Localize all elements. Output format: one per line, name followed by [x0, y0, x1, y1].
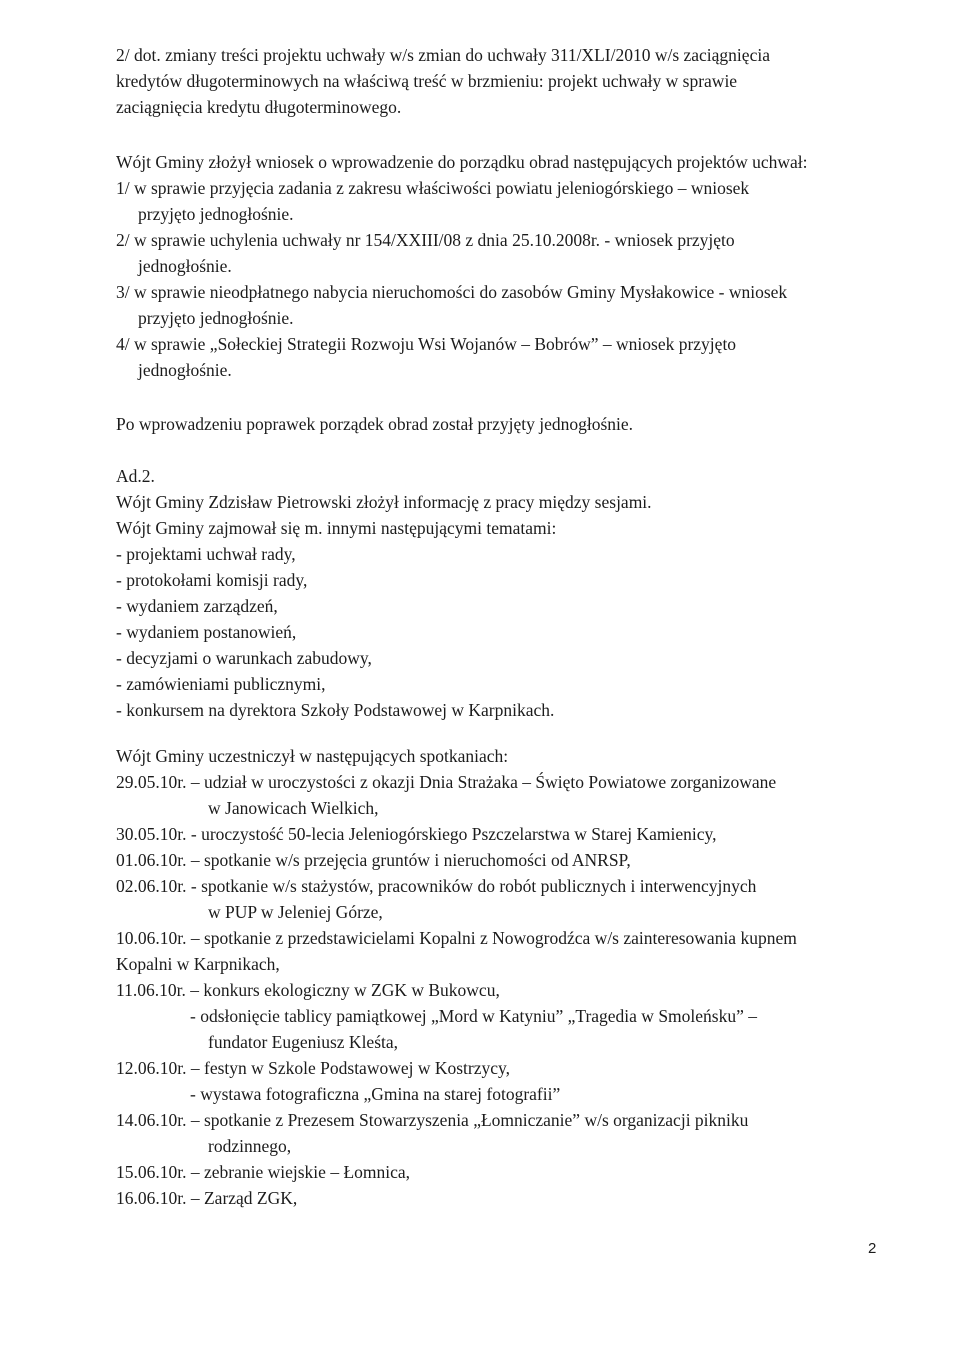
- meeting-line-continuation: fundator Eugeniusz Kleśta,: [208, 1032, 399, 1052]
- ad2-line-1: Wójt Gminy Zdzisław Pietrowski złożył informację z pracy między sesjami.: [116, 492, 652, 512]
- ad2-topic: - wydaniem postanowień,: [116, 622, 297, 642]
- meeting-line: 10.06.10r. – spotkanie z przedstawicielami Kopalni z Nowogrodźca w/s zainteresowania kupnem: [116, 928, 797, 948]
- meeting-line: 11.06.10r. – konkurs ekologiczny w ZGK w Bukowcu,: [116, 980, 500, 1000]
- ad2-topic: - konkursem na dyrektora Szkoły Podstawowej w Karpnikach.: [116, 700, 555, 720]
- meeting-line-continuation: w Janowicach Wielkich,: [208, 798, 379, 818]
- meeting-line-continuation: w PUP w Jeleniej Górze,: [208, 902, 383, 922]
- meeting-line: 14.06.10r. – spotkanie z Prezesem Stowarzyszenia „Łomniczanie” w/s organizacji pikniku: [116, 1110, 749, 1130]
- meeting-line: 15.06.10r. – zebranie wiejskie – Łomnica,: [116, 1162, 411, 1182]
- meeting-line: 12.06.10r. – festyn w Szkole Podstawowej w Kostrzycy,: [116, 1058, 511, 1078]
- meeting-line-continuation: - odsłonięcie tablicy pamiątkowej „Mord w Katyniu” „Tragedia w Smoleńsku” –: [190, 1006, 757, 1026]
- ad2-heading: Ad.2.: [116, 466, 155, 486]
- meeting-line: 30.05.10r. - uroczystość 50-lecia Jeleniogórskiego Pszczelarstwa w Starej Kamienicy,: [116, 824, 717, 844]
- ad2-topic: - decyzjami o warunkach zabudowy,: [116, 648, 372, 668]
- ad2-topic: - wydaniem zarządzeń,: [116, 596, 278, 616]
- proposal-4-line-1: 4/ w sprawie „Sołeckiej Strategii Rozwoju Wsi Wojanów – Bobrów” – wniosek przyjęto: [116, 334, 737, 354]
- meeting-line: 16.06.10r. – Zarząd ZGK,: [116, 1188, 298, 1208]
- page-number: 2: [868, 1240, 877, 1257]
- proposals-lead: Wójt Gminy złożył wniosek o wprowadzenie do porządku obrad następujących projektów uchwał:: [116, 152, 808, 172]
- proposal-2-line-2: jednogłośnie.: [138, 256, 232, 276]
- proposal-3-line-1: 3/ w sprawie nieodpłatnego nabycia nieruchomości do zasobów Gminy Mysłakowice - wniosek: [116, 282, 788, 302]
- ad2-topic: - zamówieniami publicznymi,: [116, 674, 326, 694]
- meeting-line: 29.05.10r. – udział w uroczystości z okazji Dnia Strażaka – Święto Powiatowe zorganizowane: [116, 772, 777, 792]
- ad2-line-2: Wójt Gminy zajmował się m. innymi następującymi tematami:: [116, 518, 557, 538]
- meeting-line: 01.06.10r. – spotkanie w/s przejęcia gruntów i nieruchomości od ANRSP,: [116, 850, 631, 870]
- proposals-closing: Po wprowadzeniu poprawek porządek obrad został przyjęty jednogłośnie.: [116, 414, 634, 434]
- meeting-line: 02.06.10r. - spotkanie w/s stażystów, pracowników do robót publicznych i interwencyjnych: [116, 876, 757, 896]
- intro-line-1: 2/ dot. zmiany treści projektu uchwały w/s zmian do uchwały 311/XLI/2010 w/s zaciągnięcia: [116, 45, 770, 65]
- meeting-line-continuation: Kopalni w Karpnikach,: [116, 954, 280, 974]
- proposal-4-line-2: jednogłośnie.: [138, 360, 232, 380]
- proposal-2-line-1: 2/ w sprawie uchylenia uchwały nr 154/XXIII/08 z dnia 25.10.2008r. - wniosek przyjęto: [116, 230, 735, 250]
- proposal-1-line-1: 1/ w sprawie przyjęcia zadania z zakresu właściwości powiatu jeleniogórskiego – wniosek: [116, 178, 750, 198]
- meeting-line-continuation: rodzinnego,: [208, 1136, 292, 1156]
- intro-line-3: zaciągnięcia kredytu długoterminowego.: [116, 97, 402, 117]
- ad2-topic: - projektami uchwał rady,: [116, 544, 296, 564]
- ad2-topic: - protokołami komisji rady,: [116, 570, 308, 590]
- meetings-lead: Wójt Gminy uczestniczył w następujących spotkaniach:: [116, 746, 509, 766]
- intro-line-2: kredytów długoterminowych na właściwą treść w brzmieniu: projekt uchwały w sprawie: [116, 71, 738, 91]
- meeting-line-continuation: - wystawa fotograficzna „Gmina na starej fotografii”: [190, 1084, 561, 1104]
- proposal-3-line-2: przyjęto jednogłośnie.: [138, 308, 294, 328]
- proposal-1-line-2: przyjęto jednogłośnie.: [138, 204, 294, 224]
